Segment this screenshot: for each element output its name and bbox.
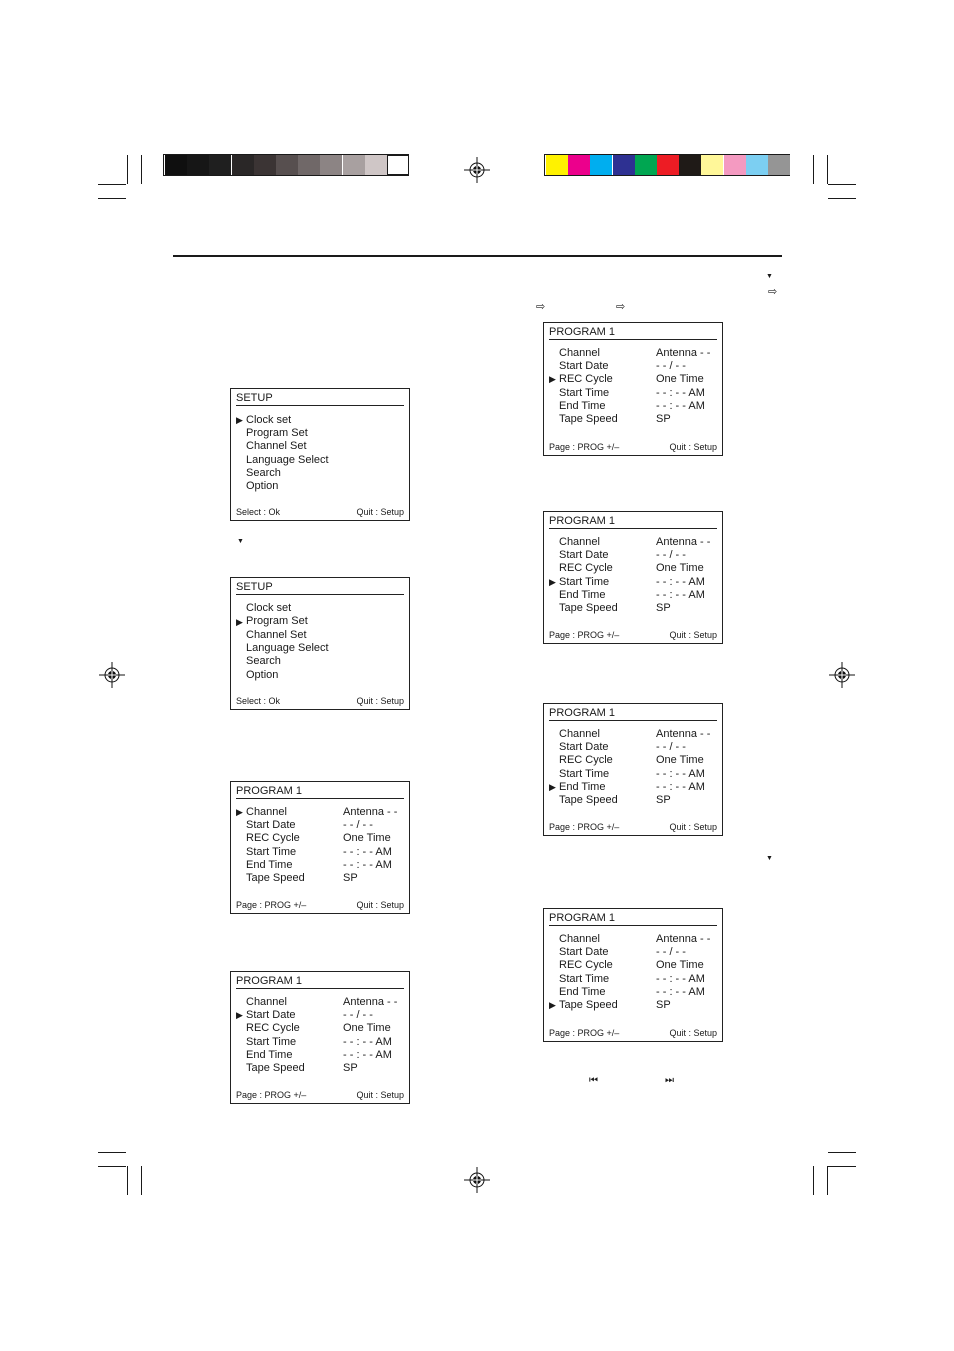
registration-mark-right-icon (829, 662, 855, 688)
skip-back-icon: ⏮ (589, 1075, 598, 1086)
setup-menu (230, 577, 410, 710)
footer-page-hint: Page : PROG +/– (549, 1028, 620, 1038)
program-menu (543, 322, 723, 456)
menu-title: PROGRAM 1 (549, 912, 616, 924)
field-value-start-time: - - : - - AM (656, 973, 705, 985)
field-label-start-time[interactable]: Start Time (246, 1036, 297, 1048)
right-arrow-icon: ⇨ (616, 301, 626, 313)
field-value-start-date: - - / - - (656, 946, 686, 958)
field-value-start-time: - - : - - AM (656, 768, 705, 780)
field-value-rec-cycle: One Time (656, 562, 704, 574)
field-value-tape-speed: SP (343, 1062, 358, 1074)
program-menu (543, 908, 723, 1042)
menu-item-program-set[interactable]: Program Set (246, 427, 308, 439)
menu-item-channel-set[interactable]: Channel Set (246, 629, 307, 641)
divider (236, 988, 404, 989)
registration-mark-left-icon (99, 662, 125, 688)
field-value-channel: Antenna - - (656, 933, 711, 945)
field-value-tape-speed: SP (343, 872, 358, 884)
menu-item-clock-set[interactable]: Clock set (246, 602, 292, 614)
field-value-start-time: - - : - - AM (656, 387, 705, 399)
field-value-tape-speed: SP (656, 999, 671, 1011)
field-value-rec-cycle: One Time (656, 959, 704, 971)
field-value-start-date: - - / - - (656, 741, 686, 753)
color-swatch (613, 155, 635, 175)
divider (236, 798, 404, 799)
divider (549, 528, 717, 529)
footer-page-hint: Page : PROG +/– (549, 822, 620, 832)
field-label-start-time[interactable]: Start Time (559, 768, 610, 780)
field-value-end-time: - - : - - AM (656, 986, 705, 998)
cursor-icon: ▶ (236, 807, 243, 817)
menu-item-language-select[interactable]: Language Select (246, 642, 329, 654)
field-value-channel: Antenna - - (656, 347, 711, 359)
field-value-start-date: - - / - - (656, 360, 686, 372)
cursor-icon: ▶ (549, 374, 556, 384)
field-value-rec-cycle: One Time (343, 1022, 391, 1034)
menu-item-channel-set[interactable]: Channel Set (246, 440, 307, 452)
cursor-icon: ▶ (236, 415, 243, 425)
footer-quit-hint: Quit : Setup (669, 822, 717, 832)
field-label-rec-cycle[interactable]: REC Cycle (559, 562, 613, 574)
field-label-start-date[interactable]: Start Date (559, 360, 609, 372)
footer-page-hint: Page : PROG +/– (549, 442, 620, 452)
field-label-start-time[interactable]: Start Time (559, 973, 610, 985)
cursor-icon: ▶ (236, 1010, 243, 1020)
menu-title: PROGRAM 1 (236, 785, 303, 797)
menu-title: PROGRAM 1 (549, 515, 616, 527)
right-arrow-icon: ⇨ (768, 286, 778, 298)
gray-swatch (387, 155, 409, 175)
field-label-tape-speed[interactable]: Tape Speed (559, 413, 618, 425)
field-label-tape-speed[interactable]: Tape Speed (246, 1062, 305, 1074)
field-value-tape-speed: SP (656, 602, 671, 614)
field-value-rec-cycle: One Time (656, 373, 704, 385)
field-label-start-time[interactable]: Start Time (246, 846, 297, 858)
field-label-channel[interactable]: Channel (559, 347, 600, 359)
field-value-start-date: - - / - - (343, 819, 373, 831)
field-label-rec-cycle[interactable]: REC Cycle (246, 1022, 300, 1034)
field-value-end-time: - - : - - AM (656, 781, 705, 793)
field-label-start-date[interactable]: Start Date (559, 549, 609, 561)
menu-item-option[interactable]: Option (246, 669, 279, 681)
top-rule (173, 255, 782, 257)
footer-quit-hint: Quit : Setup (356, 507, 404, 517)
footer-page-hint: Page : PROG +/– (236, 900, 307, 910)
footer-quit-hint: Quit : Setup (669, 630, 717, 640)
field-value-channel: Antenna - - (343, 806, 398, 818)
field-value-channel: Antenna - - (656, 728, 711, 740)
field-label-start-time[interactable]: Start Time (559, 576, 610, 588)
field-value-channel: Antenna - - (656, 536, 711, 548)
field-label-end-time[interactable]: End Time (246, 859, 293, 871)
field-label-channel[interactable]: Channel (559, 728, 600, 740)
field-label-end-time[interactable]: End Time (559, 986, 606, 998)
field-value-start-date: - - / - - (343, 1009, 373, 1021)
footer-select-hint: Select : Ok (236, 696, 281, 706)
color-swatch (590, 155, 612, 175)
field-label-channel[interactable]: Channel (246, 996, 287, 1008)
field-label-start-date[interactable]: Start Date (246, 1009, 296, 1021)
field-label-channel[interactable]: Channel (246, 806, 287, 818)
field-value-rec-cycle: One Time (656, 754, 704, 766)
color-swatch (657, 155, 679, 175)
cursor-icon: ▶ (549, 577, 556, 587)
color-swatch (568, 155, 590, 175)
field-label-end-time[interactable]: End Time (559, 400, 606, 412)
gray-swatch (320, 155, 342, 175)
gray-swatch (187, 155, 209, 175)
field-value-start-time: - - : - - AM (343, 846, 392, 858)
color-swatch (546, 155, 568, 175)
color-swatch (768, 155, 790, 175)
field-label-rec-cycle[interactable]: REC Cycle (246, 832, 300, 844)
divider (549, 925, 717, 926)
field-value-start-time: - - : - - AM (656, 576, 705, 588)
gray-swatch (298, 155, 320, 175)
menu-item-clock-set[interactable]: Clock set (246, 414, 292, 426)
field-value-rec-cycle: One Time (343, 832, 391, 844)
footer-quit-hint: Quit : Setup (356, 1090, 404, 1100)
down-arrow-icon: ▼ (766, 855, 773, 862)
color-swatch (679, 155, 701, 175)
gray-swatch (365, 155, 387, 175)
cursor-icon: ▶ (549, 782, 556, 792)
menu-item-option[interactable]: Option (246, 480, 279, 492)
menu-item-program-set[interactable]: Program Set (246, 615, 308, 627)
down-arrow-icon: ▼ (766, 273, 773, 280)
field-value-start-date: - - / - - (656, 549, 686, 561)
gray-swatch (343, 155, 365, 175)
program-menu (543, 511, 723, 644)
field-label-tape-speed[interactable]: Tape Speed (246, 872, 305, 884)
skip-forward-icon: ⏭ (665, 1075, 674, 1086)
field-value-channel: Antenna - - (343, 996, 398, 1008)
gray-swatch (165, 155, 187, 175)
field-label-rec-cycle[interactable]: REC Cycle (559, 754, 613, 766)
field-label-start-date[interactable]: Start Date (559, 741, 609, 753)
setup-menu (230, 388, 410, 521)
program-menu (230, 781, 410, 914)
footer-quit-hint: Quit : Setup (669, 442, 717, 452)
registration-mark-bottom-icon (464, 1167, 490, 1193)
field-label-start-date[interactable]: Start Date (246, 819, 296, 831)
divider (549, 339, 717, 340)
footer-quit-hint: Quit : Setup (669, 1028, 717, 1038)
down-arrow-icon: ▼ (237, 538, 244, 545)
right-arrow-icon: ⇨ (536, 301, 546, 313)
field-value-end-time: - - : - - AM (343, 859, 392, 871)
field-label-rec-cycle[interactable]: REC Cycle (559, 959, 613, 971)
field-label-end-time[interactable]: End Time (559, 781, 606, 793)
menu-title: PROGRAM 1 (236, 975, 303, 987)
field-label-start-date[interactable]: Start Date (559, 946, 609, 958)
field-value-tape-speed: SP (656, 794, 671, 806)
divider (236, 594, 404, 595)
footer-quit-hint: Quit : Setup (356, 696, 404, 706)
color-swatch (635, 155, 657, 175)
gray-swatch (276, 155, 298, 175)
color-swatch (701, 155, 723, 175)
footer-page-hint: Page : PROG +/– (236, 1090, 307, 1100)
cursor-icon: ▶ (236, 617, 243, 627)
menu-title: SETUP (236, 581, 273, 593)
menu-title: SETUP (236, 392, 273, 404)
field-value-start-time: - - : - - AM (343, 1036, 392, 1048)
divider (549, 720, 717, 721)
menu-title: PROGRAM 1 (549, 326, 616, 338)
field-value-end-time: - - : - - AM (656, 589, 705, 601)
footer-quit-hint: Quit : Setup (356, 900, 404, 910)
field-label-channel[interactable]: Channel (559, 536, 600, 548)
menu-item-search[interactable]: Search (246, 467, 281, 479)
field-label-end-time[interactable]: End Time (559, 589, 606, 601)
field-value-end-time: - - : - - AM (656, 400, 705, 412)
field-value-end-time: - - : - - AM (343, 1049, 392, 1061)
menu-title: PROGRAM 1 (549, 707, 616, 719)
field-label-tape-speed[interactable]: Tape Speed (559, 999, 618, 1011)
field-label-rec-cycle[interactable]: REC Cycle (559, 373, 613, 385)
field-value-tape-speed: SP (656, 413, 671, 425)
field-label-tape-speed[interactable]: Tape Speed (559, 794, 618, 806)
gray-swatch (232, 155, 254, 175)
program-menu (543, 703, 723, 836)
footer-select-hint: Select : Ok (236, 507, 281, 517)
field-label-channel[interactable]: Channel (559, 933, 600, 945)
field-label-tape-speed[interactable]: Tape Speed (559, 602, 618, 614)
footer-page-hint: Page : PROG +/– (549, 630, 620, 640)
field-label-end-time[interactable]: End Time (246, 1049, 293, 1061)
gray-swatch (254, 155, 276, 175)
divider (236, 405, 404, 406)
cursor-icon: ▶ (549, 1000, 556, 1010)
registration-mark-top-icon (464, 157, 490, 183)
menu-item-language-select[interactable]: Language Select (246, 454, 329, 466)
menu-item-search[interactable]: Search (246, 655, 281, 667)
color-swatch (724, 155, 746, 175)
program-menu (230, 971, 410, 1104)
color-swatch (746, 155, 768, 175)
field-label-start-time[interactable]: Start Time (559, 387, 610, 399)
gray-swatch (209, 155, 231, 175)
